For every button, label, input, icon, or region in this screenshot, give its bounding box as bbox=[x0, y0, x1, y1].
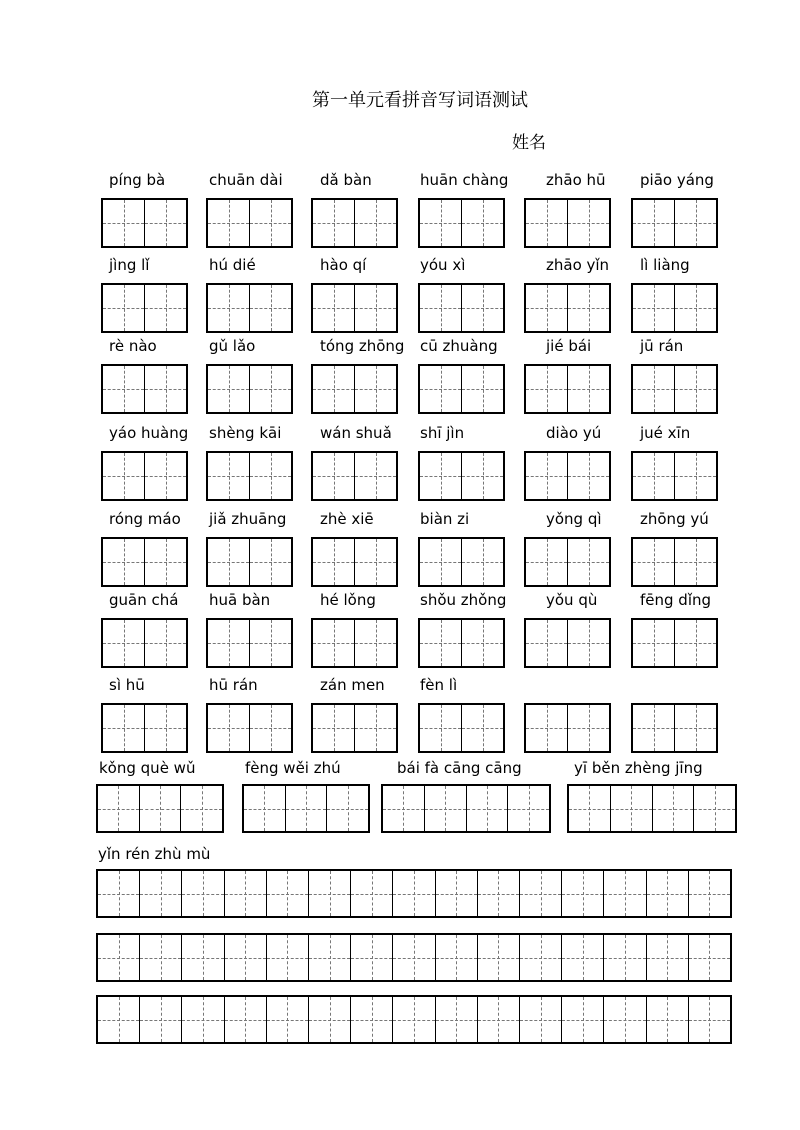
word-box[interactable] bbox=[631, 618, 718, 668]
word-box[interactable] bbox=[101, 198, 188, 248]
pinyin-label: fēng dǐng bbox=[640, 591, 712, 609]
pinyin-label: zhōng yú bbox=[640, 510, 709, 528]
writing-cell[interactable] bbox=[526, 620, 567, 666]
writing-cell[interactable] bbox=[208, 539, 249, 585]
writing-cell[interactable] bbox=[633, 539, 674, 585]
writing-cell[interactable] bbox=[392, 935, 434, 980]
idiom-box[interactable] bbox=[242, 784, 370, 833]
pinyin-label: hào qí bbox=[320, 256, 367, 274]
writing-cell[interactable] bbox=[103, 539, 144, 585]
writing-cell[interactable] bbox=[567, 453, 609, 499]
pinyin-label: sì hū bbox=[109, 676, 145, 694]
writing-cell[interactable] bbox=[603, 935, 645, 980]
writing-cell[interactable] bbox=[633, 453, 674, 499]
writing-cell[interactable] bbox=[383, 786, 424, 831]
word-box[interactable] bbox=[418, 364, 505, 414]
word-box[interactable] bbox=[101, 618, 188, 668]
word-box[interactable] bbox=[206, 703, 293, 753]
idiom-box[interactable] bbox=[381, 784, 551, 833]
word-box[interactable] bbox=[311, 451, 398, 501]
writing-cell[interactable] bbox=[688, 997, 730, 1042]
writing-cell[interactable] bbox=[208, 285, 249, 331]
pinyin-label: yǒu qù bbox=[546, 591, 598, 609]
writing-cell[interactable] bbox=[567, 200, 609, 246]
writing-cell[interactable] bbox=[519, 997, 561, 1042]
writing-cell[interactable] bbox=[420, 620, 461, 666]
pinyin-label: chuān dài bbox=[209, 171, 283, 189]
writing-cell[interactable] bbox=[266, 935, 308, 980]
writing-cell[interactable] bbox=[507, 786, 549, 831]
writing-cell[interactable] bbox=[420, 366, 461, 412]
word-box[interactable] bbox=[524, 618, 611, 668]
writing-cell[interactable] bbox=[633, 620, 674, 666]
pinyin-label: gǔ lǎo bbox=[209, 337, 256, 355]
writing-cell[interactable] bbox=[313, 453, 354, 499]
writing-cell[interactable] bbox=[103, 620, 144, 666]
writing-cell[interactable] bbox=[461, 285, 503, 331]
word-box[interactable] bbox=[206, 451, 293, 501]
pinyin-label: shǒu zhǒng bbox=[420, 591, 507, 609]
pinyin-label: biàn zi bbox=[420, 510, 470, 528]
writing-cell[interactable] bbox=[420, 539, 461, 585]
writing-cell[interactable] bbox=[603, 871, 645, 916]
word-box[interactable] bbox=[524, 364, 611, 414]
writing-cell[interactable] bbox=[392, 871, 434, 916]
writing-cell[interactable] bbox=[224, 871, 266, 916]
pinyin-label: bái fà cāng cāng bbox=[397, 759, 522, 777]
writing-cell[interactable] bbox=[519, 871, 561, 916]
idiom-box[interactable] bbox=[96, 784, 224, 833]
writing-cell[interactable] bbox=[313, 705, 354, 751]
sentence-box[interactable] bbox=[96, 995, 732, 1044]
pinyin-label: yī běn zhèng jīng bbox=[574, 759, 703, 777]
pinyin-label: shèng kāi bbox=[209, 424, 282, 442]
writing-cell[interactable] bbox=[354, 200, 396, 246]
writing-cell[interactable] bbox=[674, 285, 716, 331]
word-box[interactable] bbox=[206, 364, 293, 414]
idiom-box[interactable] bbox=[567, 784, 737, 833]
writing-cell[interactable] bbox=[461, 539, 503, 585]
word-box[interactable] bbox=[206, 618, 293, 668]
word-box[interactable] bbox=[631, 198, 718, 248]
writing-cell[interactable] bbox=[420, 200, 461, 246]
pinyin-label: fèng wěi zhú bbox=[245, 759, 341, 777]
pinyin-label: zhāo hū bbox=[546, 171, 606, 189]
writing-cell[interactable] bbox=[674, 366, 716, 412]
pinyin-label: lì liàng bbox=[640, 256, 690, 274]
writing-cell[interactable] bbox=[526, 539, 567, 585]
writing-cell[interactable] bbox=[526, 453, 567, 499]
writing-cell[interactable] bbox=[633, 285, 674, 331]
writing-cell[interactable] bbox=[646, 935, 688, 980]
pinyin-label: zhāo yǐn bbox=[546, 256, 610, 274]
writing-cell[interactable] bbox=[313, 200, 354, 246]
pinyin-label: jìng lǐ bbox=[109, 256, 150, 274]
writing-cell[interactable] bbox=[461, 200, 503, 246]
pinyin-label: yóu xì bbox=[420, 256, 466, 274]
writing-cell[interactable] bbox=[313, 366, 354, 412]
word-box[interactable] bbox=[101, 364, 188, 414]
pinyin-label: hé lǒng bbox=[320, 591, 376, 609]
writing-cell[interactable] bbox=[103, 285, 144, 331]
writing-cell[interactable] bbox=[567, 705, 609, 751]
word-box[interactable] bbox=[631, 451, 718, 501]
pinyin-label: shī jìn bbox=[420, 424, 465, 442]
pinyin-label: tóng zhōng bbox=[320, 337, 405, 355]
pinyin-label: fèn lì bbox=[420, 676, 458, 694]
word-box[interactable] bbox=[418, 283, 505, 333]
pinyin-label: hú dié bbox=[209, 256, 256, 274]
pinyin-label: huā bàn bbox=[209, 591, 271, 609]
writing-cell[interactable] bbox=[674, 200, 716, 246]
page-title: 第一单元看拼音写词语测试 bbox=[312, 90, 528, 111]
writing-cell[interactable] bbox=[144, 453, 186, 499]
writing-cell[interactable] bbox=[103, 705, 144, 751]
writing-cell[interactable] bbox=[567, 366, 609, 412]
writing-cell[interactable] bbox=[249, 620, 291, 666]
writing-cell[interactable] bbox=[354, 285, 396, 331]
writing-cell[interactable] bbox=[98, 997, 139, 1042]
writing-cell[interactable] bbox=[526, 285, 567, 331]
word-box[interactable] bbox=[418, 618, 505, 668]
writing-cell[interactable] bbox=[208, 200, 249, 246]
writing-cell[interactable] bbox=[244, 786, 285, 831]
writing-cell[interactable] bbox=[144, 366, 186, 412]
word-box[interactable] bbox=[524, 451, 611, 501]
writing-cell[interactable] bbox=[313, 285, 354, 331]
word-box[interactable] bbox=[101, 537, 188, 587]
writing-cell[interactable] bbox=[561, 997, 603, 1042]
writing-cell[interactable] bbox=[308, 997, 350, 1042]
sentence-box[interactable] bbox=[96, 869, 732, 918]
writing-cell[interactable] bbox=[266, 871, 308, 916]
writing-cell[interactable] bbox=[139, 997, 181, 1042]
writing-cell[interactable] bbox=[674, 620, 716, 666]
writing-cell[interactable] bbox=[181, 935, 223, 980]
writing-cell[interactable] bbox=[354, 620, 396, 666]
word-box[interactable] bbox=[418, 537, 505, 587]
writing-cell[interactable] bbox=[98, 935, 139, 980]
writing-cell[interactable] bbox=[567, 620, 609, 666]
writing-cell[interactable] bbox=[224, 935, 266, 980]
writing-cell[interactable] bbox=[424, 786, 466, 831]
writing-cell[interactable] bbox=[208, 366, 249, 412]
writing-cell[interactable] bbox=[646, 997, 688, 1042]
writing-cell[interactable] bbox=[435, 935, 477, 980]
writing-cell[interactable] bbox=[461, 705, 503, 751]
writing-cell[interactable] bbox=[567, 539, 609, 585]
word-box[interactable] bbox=[311, 618, 398, 668]
pinyin-label: diào yú bbox=[546, 424, 602, 442]
pinyin-label: guān chá bbox=[109, 591, 179, 609]
writing-cell[interactable] bbox=[249, 705, 291, 751]
writing-cell[interactable] bbox=[526, 366, 567, 412]
writing-cell[interactable] bbox=[603, 997, 645, 1042]
word-box[interactable] bbox=[206, 537, 293, 587]
writing-cell[interactable] bbox=[326, 786, 368, 831]
word-box[interactable] bbox=[418, 198, 505, 248]
pinyin-label: róng máo bbox=[109, 510, 181, 528]
word-box[interactable] bbox=[311, 198, 398, 248]
writing-cell[interactable] bbox=[420, 705, 461, 751]
writing-cell[interactable] bbox=[103, 453, 144, 499]
word-box[interactable] bbox=[631, 537, 718, 587]
writing-cell[interactable] bbox=[208, 705, 249, 751]
writing-cell[interactable] bbox=[98, 786, 139, 831]
pinyin-label: zhè xiē bbox=[320, 510, 374, 528]
writing-cell[interactable] bbox=[461, 620, 503, 666]
writing-cell[interactable] bbox=[350, 935, 392, 980]
writing-cell[interactable] bbox=[308, 871, 350, 916]
writing-cell[interactable] bbox=[477, 935, 519, 980]
writing-cell[interactable] bbox=[350, 997, 392, 1042]
writing-cell[interactable] bbox=[144, 705, 186, 751]
name-label: 姓名 bbox=[512, 133, 546, 153]
word-box[interactable] bbox=[524, 537, 611, 587]
writing-cell[interactable] bbox=[420, 285, 461, 331]
pinyin-label: wán shuǎ bbox=[320, 424, 392, 442]
word-box[interactable] bbox=[101, 451, 188, 501]
writing-cell[interactable] bbox=[313, 539, 354, 585]
writing-cell[interactable] bbox=[674, 539, 716, 585]
writing-cell[interactable] bbox=[610, 786, 652, 831]
writing-cell[interactable] bbox=[144, 285, 186, 331]
word-box[interactable] bbox=[524, 198, 611, 248]
writing-cell[interactable] bbox=[526, 200, 567, 246]
writing-cell[interactable] bbox=[519, 935, 561, 980]
word-box[interactable] bbox=[631, 283, 718, 333]
word-box[interactable] bbox=[206, 283, 293, 333]
pinyin-label: jué xīn bbox=[640, 424, 691, 442]
pinyin-label: jiǎ zhuāng bbox=[209, 510, 287, 528]
word-box[interactable] bbox=[311, 703, 398, 753]
word-box[interactable] bbox=[311, 364, 398, 414]
writing-cell[interactable] bbox=[674, 705, 716, 751]
writing-cell[interactable] bbox=[633, 366, 674, 412]
writing-cell[interactable] bbox=[224, 997, 266, 1042]
writing-cell[interactable] bbox=[249, 366, 291, 412]
writing-cell[interactable] bbox=[139, 935, 181, 980]
writing-cell[interactable] bbox=[420, 453, 461, 499]
word-box[interactable] bbox=[524, 703, 611, 753]
word-box[interactable] bbox=[631, 364, 718, 414]
writing-cell[interactable] bbox=[354, 539, 396, 585]
writing-cell[interactable] bbox=[249, 539, 291, 585]
pinyin-label: hū rán bbox=[209, 676, 258, 694]
pinyin-label: jū rán bbox=[640, 337, 684, 355]
writing-cell[interactable] bbox=[354, 705, 396, 751]
word-box[interactable] bbox=[311, 283, 398, 333]
sentence-pinyin: yǐn rén zhù mù bbox=[98, 845, 211, 863]
writing-cell[interactable] bbox=[461, 453, 503, 499]
writing-cell[interactable] bbox=[144, 620, 186, 666]
pinyin-label: cū zhuàng bbox=[420, 337, 498, 355]
writing-cell[interactable] bbox=[181, 871, 223, 916]
writing-cell[interactable] bbox=[688, 871, 730, 916]
writing-cell[interactable] bbox=[461, 366, 503, 412]
writing-cell[interactable] bbox=[98, 871, 139, 916]
pinyin-label: yǒng qì bbox=[546, 510, 602, 528]
writing-cell[interactable] bbox=[477, 871, 519, 916]
writing-cell[interactable] bbox=[561, 871, 603, 916]
writing-cell[interactable] bbox=[249, 285, 291, 331]
writing-cell[interactable] bbox=[144, 539, 186, 585]
writing-cell[interactable] bbox=[688, 935, 730, 980]
writing-cell[interactable] bbox=[181, 997, 223, 1042]
writing-cell[interactable] bbox=[435, 997, 477, 1042]
word-box[interactable] bbox=[418, 451, 505, 501]
pinyin-label: huān chàng bbox=[420, 171, 509, 189]
writing-cell[interactable] bbox=[208, 453, 249, 499]
writing-cell[interactable] bbox=[652, 786, 694, 831]
word-box[interactable] bbox=[418, 703, 505, 753]
writing-cell[interactable] bbox=[266, 997, 308, 1042]
writing-cell[interactable] bbox=[354, 366, 396, 412]
writing-cell[interactable] bbox=[103, 200, 144, 246]
pinyin-label: zán men bbox=[320, 676, 385, 694]
writing-cell[interactable] bbox=[144, 200, 186, 246]
writing-cell[interactable] bbox=[313, 620, 354, 666]
writing-cell[interactable] bbox=[139, 871, 181, 916]
writing-cell[interactable] bbox=[285, 786, 327, 831]
pinyin-label: jié bái bbox=[546, 337, 592, 355]
writing-cell[interactable] bbox=[350, 871, 392, 916]
word-box[interactable] bbox=[311, 537, 398, 587]
writing-cell[interactable] bbox=[392, 997, 434, 1042]
writing-cell[interactable] bbox=[633, 705, 674, 751]
writing-cell[interactable] bbox=[477, 997, 519, 1042]
pinyin-label: píng bà bbox=[109, 171, 166, 189]
pinyin-label: yáo huàng bbox=[109, 424, 189, 442]
writing-cell[interactable] bbox=[208, 620, 249, 666]
pinyin-label: dǎ bàn bbox=[320, 171, 372, 189]
writing-cell[interactable] bbox=[633, 200, 674, 246]
writing-cell[interactable] bbox=[526, 705, 567, 751]
pinyin-label: rè nào bbox=[109, 337, 157, 355]
writing-cell[interactable] bbox=[466, 786, 508, 831]
writing-cell[interactable] bbox=[561, 935, 603, 980]
writing-cell[interactable] bbox=[569, 786, 610, 831]
writing-cell[interactable] bbox=[693, 786, 735, 831]
writing-cell[interactable] bbox=[103, 366, 144, 412]
sentence-box[interactable] bbox=[96, 933, 732, 982]
writing-cell[interactable] bbox=[308, 935, 350, 980]
writing-cell[interactable] bbox=[354, 453, 396, 499]
writing-cell[interactable] bbox=[674, 453, 716, 499]
word-box[interactable] bbox=[206, 198, 293, 248]
word-box[interactable] bbox=[631, 703, 718, 753]
word-box[interactable] bbox=[101, 283, 188, 333]
writing-cell[interactable] bbox=[646, 871, 688, 916]
word-box[interactable] bbox=[101, 703, 188, 753]
writing-cell[interactable] bbox=[249, 453, 291, 499]
writing-cell[interactable] bbox=[139, 786, 181, 831]
pinyin-label: kǒng què wǔ bbox=[99, 759, 196, 777]
word-box[interactable] bbox=[524, 283, 611, 333]
pinyin-label: piāo yáng bbox=[640, 171, 714, 189]
writing-cell[interactable] bbox=[435, 871, 477, 916]
writing-cell[interactable] bbox=[180, 786, 222, 831]
writing-cell[interactable] bbox=[567, 285, 609, 331]
writing-cell[interactable] bbox=[249, 200, 291, 246]
